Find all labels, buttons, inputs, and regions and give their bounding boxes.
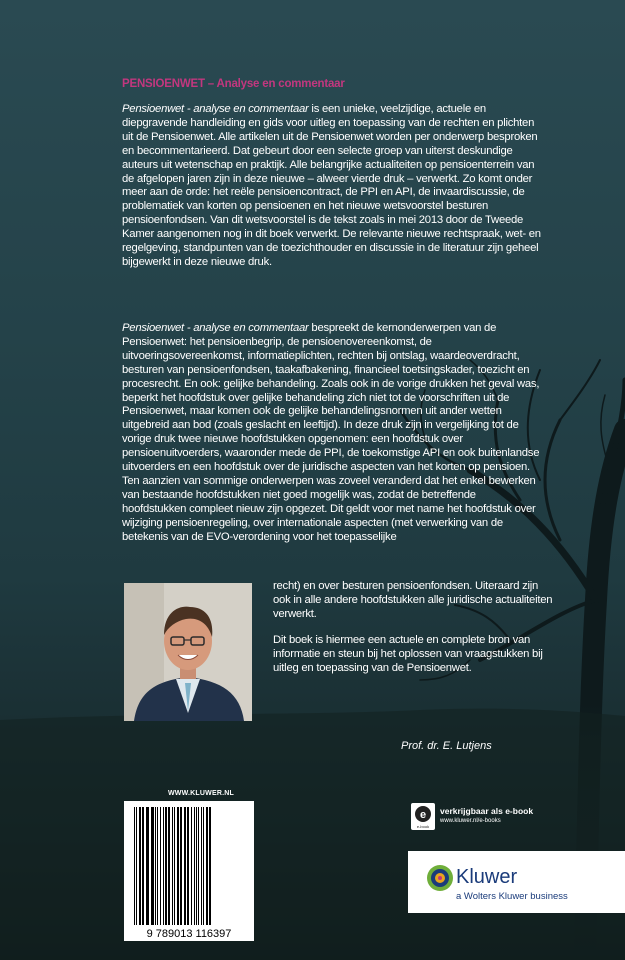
barcode-bar <box>209 807 211 925</box>
barcode-bar <box>174 807 175 925</box>
description-paragraph-3: Dit boek is hiermee een actuele en complete bron van informatie en steun bij het oplossen van vraagstukken bij uitleg en toepassing van de Pensioenwet. <box>273 634 543 674</box>
description-paragraph-2 <box>122 322 542 545</box>
paragraph-text: is een unieke, veelzijdige, actuele en diepgravende handleiding en gids voor uitleg en toepassing van de rechten en plichten uit de Pensioenwet. Alle artikelen uit de Pensioenwet worden per onderwerp besproken en becommentarieerd. Dat gebeurt door een selecte groep van uiterst deskundige auteurs uit wetenschap en praktijk. Alle belangrijke actualiteiten op pensioenterrein van de afgelopen jaren zijn in deze nieuwe – alweer vierde druk – verwerkt. Zo komt onder meer aan de orde: het reële pensioencontract, de PPI en API, de invaardiscussie, de problematiek van korten op pensioenen en het nieuwe wetsvoorstel besturen pensioenfondsen. Van dit wetsvoorstel is de tekst zoals in mei 2013 door de Tweede Kamer aangenomen nog in dit boek verwerkt. De relevante nieuwe rechtspraak, wet- en regelgeving, standpunten van de toezichthouder en discussie in de literatuur zijn geheel bijgewerkt in deze nieuwe druk. <box>122 103 541 268</box>
isbn-number: 9 789013 116397 <box>146 928 232 940</box>
ebook-icon-caption: e-book <box>416 824 430 829</box>
barcode-bar <box>203 807 204 925</box>
publisher-name: Kluwer <box>456 866 518 888</box>
book-name-italic: Pensioenwet - analyse en commentaar <box>122 103 309 115</box>
barcode-bar <box>139 807 141 925</box>
author-portrait-illustration <box>124 583 252 721</box>
publisher-tagline: a Wolters Kluwer business <box>456 891 568 902</box>
barcode-bar <box>157 807 158 925</box>
barcode-bar <box>191 807 192 925</box>
barcode-bar <box>142 807 144 925</box>
barcode-bar <box>194 807 195 925</box>
barcode-bar <box>180 807 182 925</box>
author-photo <box>124 583 252 721</box>
ebook-availability-label: verkrijgbaar als e-book <box>440 806 534 816</box>
barcode-bar <box>163 807 164 925</box>
barcode-graphic <box>124 801 254 941</box>
kluwer-logo-icon <box>426 864 454 892</box>
barcode-bar <box>198 807 199 925</box>
barcode-bar <box>168 807 170 925</box>
book-title: PENSIOENWET – Analyse en commentaar <box>122 78 345 90</box>
barcode-bar <box>151 807 154 925</box>
barcode-bar <box>134 807 135 925</box>
barcode-bar <box>184 807 186 925</box>
author-name: Prof. dr. E. Lutjens <box>401 740 492 752</box>
paragraph-text: bespreekt de kernonderwerpen van de Pensioenwet: het pensioenbegrip, de pensioenovereenkomst, de uitvoeringsovereenkomst, informatieplichten, rechten bij ontslag, waardeoverdracht, besturen van pensioenfondsen, taakafbakening, financieel toetsingskader, toezicht en procesrecht. En ook: gelijke behandeling. Zoals ook in de vorige drukken het geval was, beperkt het hoofdstuk over gelijke behandeling zich niet tot de voorschriften uit de Pensioenwet, maar komen ook de gelijke behandelingsnormen uit ander wetten uitgebreid aan bod (zoals geslacht en leeftijd). In deze druk zijn in vergelijking tot de vorige druk twee nieuwe hoofdstukken opgenomen: een hoofdstuk over pensioenuitvoerders, waaronder mede de PPI, de toekomstige API en ook buitenlandse uitvoerders en een hoofdstuk over de juridische aspecten van het korten op pensioen. Ten aanzien van sommige onderwerpen was zoveel veranderd dat het enkel bewerken van bestaande hoofdstukken niet goed mogelijk was, zodat de betreffende hoofdstukken compleet nieuw zijn opgezet. Dit geldt voor met name het hoofdstuk over wijziging pensioenregeling, over internationale aspecten (met verwerking van de betekenis van de EVO-verordening voor het toepasselijke <box>122 322 540 543</box>
barcode-bar <box>172 807 173 925</box>
ebook-icon-letter: e <box>419 809 427 821</box>
description-paragraph-2-end: recht) en over besturen pensioenfondsen. Uiteraard zijn ook in alle andere hoofdstukken alle juridische actualiteiten verwerkt. <box>273 580 553 620</box>
book-name-italic: Pensioenwet - analyse en commentaar <box>122 322 309 334</box>
barcode-bar <box>206 807 208 925</box>
barcode-bar <box>160 807 161 925</box>
barcode-bar <box>165 807 167 925</box>
barcode-bar <box>187 807 189 925</box>
barcode-bar <box>201 807 202 925</box>
ebook-url: www.kluwer.nl/e-books <box>440 818 501 824</box>
barcode-bar <box>136 807 137 925</box>
description-paragraph-1 <box>122 103 542 270</box>
barcode-bar <box>146 807 149 925</box>
barcode-bar <box>177 807 179 925</box>
ebook-icon <box>411 803 435 830</box>
barcode-bar <box>196 807 197 925</box>
isbn-barcode <box>124 801 254 941</box>
publisher-url: WWW.KLUWER.NL <box>168 790 234 797</box>
barcode-bar <box>155 807 156 925</box>
